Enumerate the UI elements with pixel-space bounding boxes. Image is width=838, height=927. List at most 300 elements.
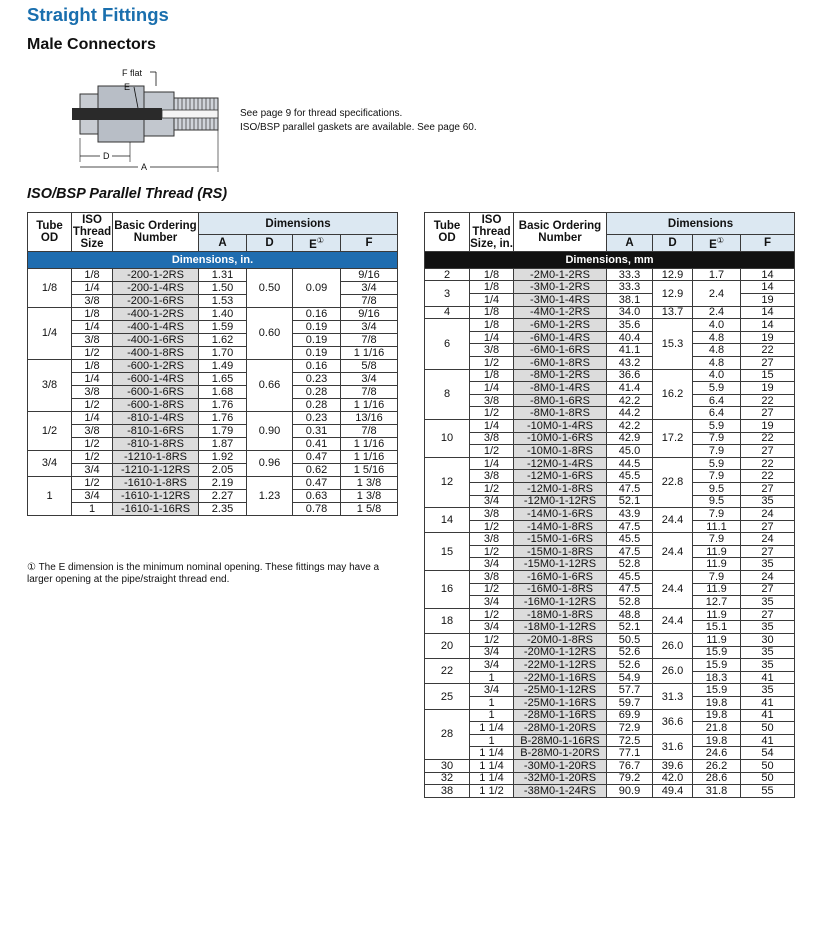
page-title: Straight Fittings	[27, 4, 169, 25]
dim-e-cell: 24.6	[693, 747, 741, 760]
header-tube-od: Tube OD	[425, 213, 470, 252]
dim-f-cell: 22	[741, 457, 795, 470]
dim-a-cell: 33.3	[607, 281, 653, 294]
table-row	[28, 359, 398, 372]
thread-size-cell: 3/4	[470, 596, 514, 609]
table-row	[425, 281, 795, 294]
dim-e-cell: 0.31	[293, 424, 341, 437]
thread-size-cell: 1/2	[470, 634, 514, 647]
table-row	[425, 596, 795, 609]
dim-f-cell: 22	[741, 394, 795, 407]
thread-size-cell: 1 1/2	[470, 785, 514, 798]
tube-od-cell: 4	[425, 306, 470, 319]
tube-od-cell: 14	[425, 508, 470, 533]
dim-e-cell: 1.7	[693, 268, 741, 281]
table-row	[425, 344, 795, 357]
table-row	[425, 759, 795, 772]
dim-a-cell: 1.68	[199, 385, 247, 398]
thread-size-cell: 1/4	[470, 419, 514, 432]
dim-a-cell: 34.0	[607, 306, 653, 319]
table-row	[28, 424, 398, 437]
part-number-cell: -200-1-2RS	[113, 268, 199, 281]
dim-f-cell: 50	[741, 759, 795, 772]
dim-e-cell: 0.23	[293, 411, 341, 424]
thread-size-cell: 1/8	[470, 369, 514, 382]
part-number-cell: -4M0-1-2RS	[514, 306, 607, 319]
part-number-cell: -3M0-1-2RS	[514, 281, 607, 294]
tube-od-cell: 30	[425, 759, 470, 772]
table-row	[425, 571, 795, 584]
dim-f-cell: 35	[741, 684, 795, 697]
tube-od-cell: 20	[425, 634, 470, 659]
part-number-cell: -810-1-6RS	[113, 424, 199, 437]
dim-e-cell: 0.16	[293, 359, 341, 372]
table-row	[425, 533, 795, 546]
dim-e-cell: 2.4	[693, 306, 741, 319]
dim-a-cell: 1.87	[199, 437, 247, 450]
dim-a-cell: 1.49	[199, 359, 247, 372]
table-row	[28, 281, 398, 294]
dim-e-cell: 4.0	[693, 319, 741, 332]
part-number-cell: -400-1-4RS	[113, 320, 199, 333]
e-label: E	[124, 82, 131, 92]
tube-od-cell: 3/8	[28, 359, 72, 411]
dim-e-cell: 28.6	[693, 772, 741, 785]
table-row	[28, 398, 398, 411]
dim-a-cell: 72.5	[607, 734, 653, 747]
dim-a-cell: 47.5	[607, 482, 653, 495]
dim-e-cell: 0.62	[293, 463, 341, 476]
part-number-cell: -1610-1-16RS	[113, 502, 199, 515]
thread-size-cell: 1/2	[470, 608, 514, 621]
header-d: D	[653, 235, 693, 252]
table-row	[425, 482, 795, 495]
dim-f-cell: 35	[741, 596, 795, 609]
dim-d-cell: 26.0	[653, 634, 693, 659]
part-number-cell: -810-1-4RS	[113, 411, 199, 424]
dim-e-cell: 15.1	[693, 621, 741, 634]
dim-a-cell: 90.9	[607, 785, 653, 798]
dim-e-cell: 0.41	[293, 437, 341, 450]
part-number-cell: -20M0-1-8RS	[514, 634, 607, 647]
table-row	[425, 520, 795, 533]
thread-size-cell: 3/4	[470, 621, 514, 634]
dim-a-cell: 1.62	[199, 333, 247, 346]
dim-d-cell: 31.3	[653, 684, 693, 709]
part-number-cell: -16M0-1-12RS	[514, 596, 607, 609]
dim-f-cell: 19	[741, 419, 795, 432]
part-number-cell: -38M0-1-24RS	[514, 785, 607, 798]
table-row	[425, 671, 795, 684]
dim-f-cell: 41	[741, 697, 795, 710]
thread-size-cell: 1 1/4	[470, 759, 514, 772]
dim-f-cell: 1 5/8	[341, 502, 398, 515]
dim-a-cell: 47.5	[607, 520, 653, 533]
dim-e-cell: 11.9	[693, 634, 741, 647]
tube-od-cell: 38	[425, 785, 470, 798]
dim-f-cell: 41	[741, 734, 795, 747]
part-number-cell: -6M0-1-2RS	[514, 319, 607, 332]
thread-size-cell: 1/2	[470, 545, 514, 558]
header-basic-ordering-number: Basic Ordering Number	[514, 213, 607, 252]
thread-size-cell: 1/8	[470, 281, 514, 294]
dim-d-cell: 0.60	[247, 307, 293, 359]
dim-a-cell: 1.92	[199, 450, 247, 463]
dim-f-cell: 3/4	[341, 281, 398, 294]
thread-size-cell: 3/4	[470, 495, 514, 508]
header-e: E①	[693, 235, 741, 252]
dim-f-cell: 24	[741, 508, 795, 521]
table-row	[425, 306, 795, 319]
dim-f-cell: 22	[741, 432, 795, 445]
dim-a-cell: 41.1	[607, 344, 653, 357]
dim-a-cell: 43.9	[607, 508, 653, 521]
thread-size-cell: 3/8	[470, 571, 514, 584]
part-number-cell: -22M0-1-12RS	[514, 659, 607, 672]
dim-e-cell: 0.78	[293, 502, 341, 515]
dim-e-cell: 6.4	[693, 394, 741, 407]
table-row	[28, 346, 398, 359]
dim-f-cell: 1 3/8	[341, 476, 398, 489]
dim-a-cell: 52.1	[607, 495, 653, 508]
table-row	[425, 369, 795, 382]
mm-dimensions-table	[424, 212, 795, 798]
dim-a-cell: 1.79	[199, 424, 247, 437]
thread-size-cell: 3/8	[72, 333, 113, 346]
table-row	[425, 646, 795, 659]
part-number-cell: -600-1-4RS	[113, 372, 199, 385]
dim-e-cell: 0.23	[293, 372, 341, 385]
header-basic-ordering-number: Basic Ordering Number	[113, 213, 199, 252]
dim-f-cell: 50	[741, 772, 795, 785]
thread-size-cell: 1/4	[470, 382, 514, 395]
dim-f-cell: 27	[741, 445, 795, 458]
thread-size-cell: 1/2	[72, 346, 113, 359]
dim-f-cell: 15	[741, 369, 795, 382]
part-number-cell: -15M0-1-6RS	[514, 533, 607, 546]
part-number-cell: -12M0-1-4RS	[514, 457, 607, 470]
dim-d-cell: 31.6	[653, 734, 693, 759]
header-a: A	[199, 235, 247, 252]
header-d: D	[247, 235, 293, 252]
part-number-cell: -6M0-1-4RS	[514, 331, 607, 344]
dim-d-cell: 16.2	[653, 369, 693, 419]
table-row	[425, 382, 795, 395]
part-number-cell: -20M0-1-12RS	[514, 646, 607, 659]
table-row	[425, 747, 795, 760]
table-row	[425, 608, 795, 621]
thread-spec-note: See page 9 for thread specifications.	[240, 108, 403, 119]
units-band-row	[425, 251, 795, 268]
table-row	[425, 268, 795, 281]
part-number-cell: -15M0-1-12RS	[514, 558, 607, 571]
dim-d-cell: 24.4	[653, 571, 693, 609]
dim-a-cell: 35.6	[607, 319, 653, 332]
header-a: A	[607, 235, 653, 252]
dim-a-cell: 33.3	[607, 268, 653, 281]
table-row	[425, 331, 795, 344]
dim-e-cell: 5.9	[693, 382, 741, 395]
dim-f-cell: 27	[741, 407, 795, 420]
dim-d-cell: 17.2	[653, 419, 693, 457]
part-number-cell: -600-1-8RS	[113, 398, 199, 411]
part-number-cell: -32M0-1-20RS	[514, 772, 607, 785]
dim-e-cell: 7.9	[693, 432, 741, 445]
dim-a-cell: 77.1	[607, 747, 653, 760]
dim-a-cell: 59.7	[607, 697, 653, 710]
footnote: ① The E dimension is the minimum nominal opening. These fittings may have a larger opening at the pipe/straight thread end.	[27, 562, 380, 585]
thread-size-cell: 3/8	[470, 432, 514, 445]
table-row	[28, 333, 398, 346]
tube-od-cell: 22	[425, 659, 470, 684]
header-f: F	[341, 235, 398, 252]
tube-od-cell: 12	[425, 457, 470, 507]
thread-size-cell: 1 1/4	[470, 747, 514, 760]
dim-a-cell: 2.27	[199, 489, 247, 502]
dim-f-cell: 14	[741, 281, 795, 294]
dim-f-cell: 19	[741, 331, 795, 344]
thread-size-cell: 1/8	[470, 268, 514, 281]
dim-d-cell: 12.9	[653, 281, 693, 306]
table-row	[28, 502, 398, 515]
dim-f-cell: 1 1/16	[341, 346, 398, 359]
table-row	[425, 394, 795, 407]
tube-od-cell: 10	[425, 419, 470, 457]
dim-a-cell: 54.9	[607, 671, 653, 684]
dim-e-cell: 19.8	[693, 709, 741, 722]
thread-size-cell: 3/4	[72, 489, 113, 502]
part-number-cell: -14M0-1-6RS	[514, 508, 607, 521]
thread-size-cell: 1/4	[72, 281, 113, 294]
dim-a-cell: 42.2	[607, 394, 653, 407]
thread-size-cell: 3/4	[470, 659, 514, 672]
dim-e-cell: 7.9	[693, 445, 741, 458]
table-row	[425, 722, 795, 735]
subsection-title: ISO/BSP Parallel Thread (RS)	[27, 186, 228, 202]
units-band: Dimensions, in.	[28, 251, 398, 268]
dim-a-cell: 1.76	[199, 411, 247, 424]
thread-size-cell: 3/4	[470, 684, 514, 697]
dim-e-cell: 0.19	[293, 320, 341, 333]
dim-a-cell: 41.4	[607, 382, 653, 395]
part-number-cell: -6M0-1-8RS	[514, 356, 607, 369]
thread-size-cell: 3/8	[470, 470, 514, 483]
dim-a-cell: 36.6	[607, 369, 653, 382]
dim-a-cell: 52.8	[607, 558, 653, 571]
dim-e-cell: 0.19	[293, 346, 341, 359]
table-row	[425, 634, 795, 647]
d-label: D	[103, 151, 110, 161]
tube-od-cell: 3/4	[28, 450, 72, 476]
part-number-cell: -25M0-1-12RS	[514, 684, 607, 697]
section-title: Male Connectors	[27, 36, 156, 53]
dim-e-cell: 0.16	[293, 307, 341, 320]
dim-e-cell: 6.4	[693, 407, 741, 420]
thread-size-cell: 3/8	[470, 394, 514, 407]
thread-size-cell: 1	[470, 697, 514, 710]
dim-e-cell: 7.9	[693, 470, 741, 483]
tube-od-cell: 18	[425, 608, 470, 633]
dim-e-cell: 19.8	[693, 697, 741, 710]
thread-size-cell: 1 1/4	[470, 772, 514, 785]
dim-e-cell: 31.8	[693, 785, 741, 798]
dim-a-cell: 38.1	[607, 294, 653, 307]
part-number-cell: -8M0-1-2RS	[514, 369, 607, 382]
dim-f-cell: 7/8	[341, 294, 398, 307]
table-row	[425, 772, 795, 785]
dim-f-cell: 1 3/8	[341, 489, 398, 502]
table-row	[425, 470, 795, 483]
units-band: Dimensions, mm	[425, 251, 795, 268]
dim-e-cell: 15.9	[693, 684, 741, 697]
dim-a-cell: 1.50	[199, 281, 247, 294]
dim-f-cell: 14	[741, 319, 795, 332]
dim-e-cell: 4.8	[693, 356, 741, 369]
dim-f-cell: 7/8	[341, 424, 398, 437]
tube-od-cell: 15	[425, 533, 470, 571]
thread-size-cell: 1	[72, 502, 113, 515]
dim-a-cell: 52.1	[607, 621, 653, 634]
dim-e-cell: 11.1	[693, 520, 741, 533]
dim-a-cell: 52.6	[607, 659, 653, 672]
f-flat-label: F flat	[122, 68, 143, 78]
part-number-cell: B-28M0-1-16RS	[514, 734, 607, 747]
dim-e-cell: 0.63	[293, 489, 341, 502]
dim-a-cell: 45.0	[607, 445, 653, 458]
table-row	[28, 411, 398, 424]
part-number-cell: -1610-1-12RS	[113, 489, 199, 502]
part-number-cell: -12M0-1-8RS	[514, 482, 607, 495]
dim-a-cell: 47.5	[607, 583, 653, 596]
part-number-cell: -200-1-4RS	[113, 281, 199, 294]
thread-size-cell: 1/4	[72, 320, 113, 333]
tube-od-cell: 1/4	[28, 307, 72, 359]
table-row	[425, 407, 795, 420]
inch-dimensions-table	[27, 212, 398, 516]
part-number-cell: -8M0-1-6RS	[514, 394, 607, 407]
dim-a-cell: 40.4	[607, 331, 653, 344]
dim-f-cell: 14	[741, 306, 795, 319]
thread-size-cell: 1/4	[72, 411, 113, 424]
dim-f-cell: 27	[741, 356, 795, 369]
dim-a-cell: 52.8	[607, 596, 653, 609]
table-row	[28, 385, 398, 398]
part-number-cell: -12M0-1-6RS	[514, 470, 607, 483]
table-row	[425, 432, 795, 445]
dim-f-cell: 7/8	[341, 333, 398, 346]
dim-e-cell: 26.2	[693, 759, 741, 772]
part-number-cell: -28M0-1-20RS	[514, 722, 607, 735]
dim-d-cell: 22.8	[653, 457, 693, 507]
table-row	[425, 697, 795, 710]
dim-f-cell: 50	[741, 722, 795, 735]
part-number-cell: -6M0-1-6RS	[514, 344, 607, 357]
part-number-cell: -10M0-1-8RS	[514, 445, 607, 458]
dim-f-cell: 35	[741, 495, 795, 508]
dim-d-cell: 49.4	[653, 785, 693, 798]
dim-d-cell: 15.3	[653, 319, 693, 369]
thread-size-cell: 1	[470, 709, 514, 722]
thread-size-cell: 3/4	[72, 463, 113, 476]
dim-a-cell: 52.6	[607, 646, 653, 659]
header-iso-thread-size: ISO Thread Size	[72, 213, 112, 250]
tube-od-cell: 8	[425, 369, 470, 419]
dim-a-cell: 43.2	[607, 356, 653, 369]
dim-e-cell: 4.8	[693, 331, 741, 344]
tube-od-cell: 28	[425, 709, 470, 759]
part-number-cell: -25M0-1-16RS	[514, 697, 607, 710]
thread-size-cell: 1/4	[470, 457, 514, 470]
dim-d-cell: 24.4	[653, 533, 693, 571]
dim-a-cell: 48.8	[607, 608, 653, 621]
units-band-row	[28, 251, 398, 268]
dim-d-cell: 24.4	[653, 508, 693, 533]
dim-f-cell: 54	[741, 747, 795, 760]
dim-a-cell: 44.5	[607, 457, 653, 470]
dim-e-cell: 0.47	[293, 476, 341, 489]
thread-size-cell: 1/8	[470, 319, 514, 332]
part-number-cell: -600-1-6RS	[113, 385, 199, 398]
thread-size-cell: 3/4	[470, 558, 514, 571]
dim-f-cell: 27	[741, 608, 795, 621]
dim-a-cell: 1.31	[199, 268, 247, 281]
dim-a-cell: 69.9	[607, 709, 653, 722]
dim-e-cell: 2.4	[693, 281, 741, 306]
header-iso-thread-size: ISO Thread Size, in.	[470, 213, 513, 250]
table-row	[425, 319, 795, 332]
dim-f-cell: 27	[741, 520, 795, 533]
part-number-cell: -12M0-1-12RS	[514, 495, 607, 508]
a-label: A	[141, 162, 148, 172]
tube-od-cell: 3	[425, 281, 470, 306]
thread-size-cell: 1/2	[470, 482, 514, 495]
part-number-cell: -400-1-8RS	[113, 346, 199, 359]
thread-size-cell: 1/8	[72, 268, 113, 281]
fitting-diagram	[72, 64, 232, 176]
table-row	[425, 419, 795, 432]
dim-a-cell: 1.59	[199, 320, 247, 333]
dim-a-cell: 45.5	[607, 533, 653, 546]
dim-f-cell: 3/4	[341, 372, 398, 385]
tube-od-cell: 6	[425, 319, 470, 369]
part-number-cell: -400-1-2RS	[113, 307, 199, 320]
dim-f-cell: 27	[741, 583, 795, 596]
thread-size-cell: 1/4	[470, 331, 514, 344]
thread-size-cell: 1/2	[470, 520, 514, 533]
thread-size-cell: 1/4	[72, 372, 113, 385]
part-number-cell: -1610-1-8RS	[113, 476, 199, 489]
dim-e-cell: 11.9	[693, 583, 741, 596]
dim-f-cell: 5/8	[341, 359, 398, 372]
dim-d-cell: 0.50	[247, 268, 293, 307]
table-row	[28, 372, 398, 385]
tube-od-cell: 32	[425, 772, 470, 785]
dim-a-cell: 1.65	[199, 372, 247, 385]
thread-size-cell: 1	[470, 734, 514, 747]
table-row	[28, 437, 398, 450]
dim-f-cell: 35	[741, 621, 795, 634]
dim-e-cell: 15.9	[693, 659, 741, 672]
dim-e-cell: 7.9	[693, 571, 741, 584]
dim-e-cell: 18.3	[693, 671, 741, 684]
thread-size-cell: 1/2	[72, 398, 113, 411]
dim-e-cell: 19.8	[693, 734, 741, 747]
table-row	[425, 734, 795, 747]
thread-size-cell: 3/8	[72, 424, 113, 437]
dim-e-cell: 9.5	[693, 482, 741, 495]
dim-f-cell: 14	[741, 268, 795, 281]
tube-od-cell: 1	[28, 476, 72, 515]
